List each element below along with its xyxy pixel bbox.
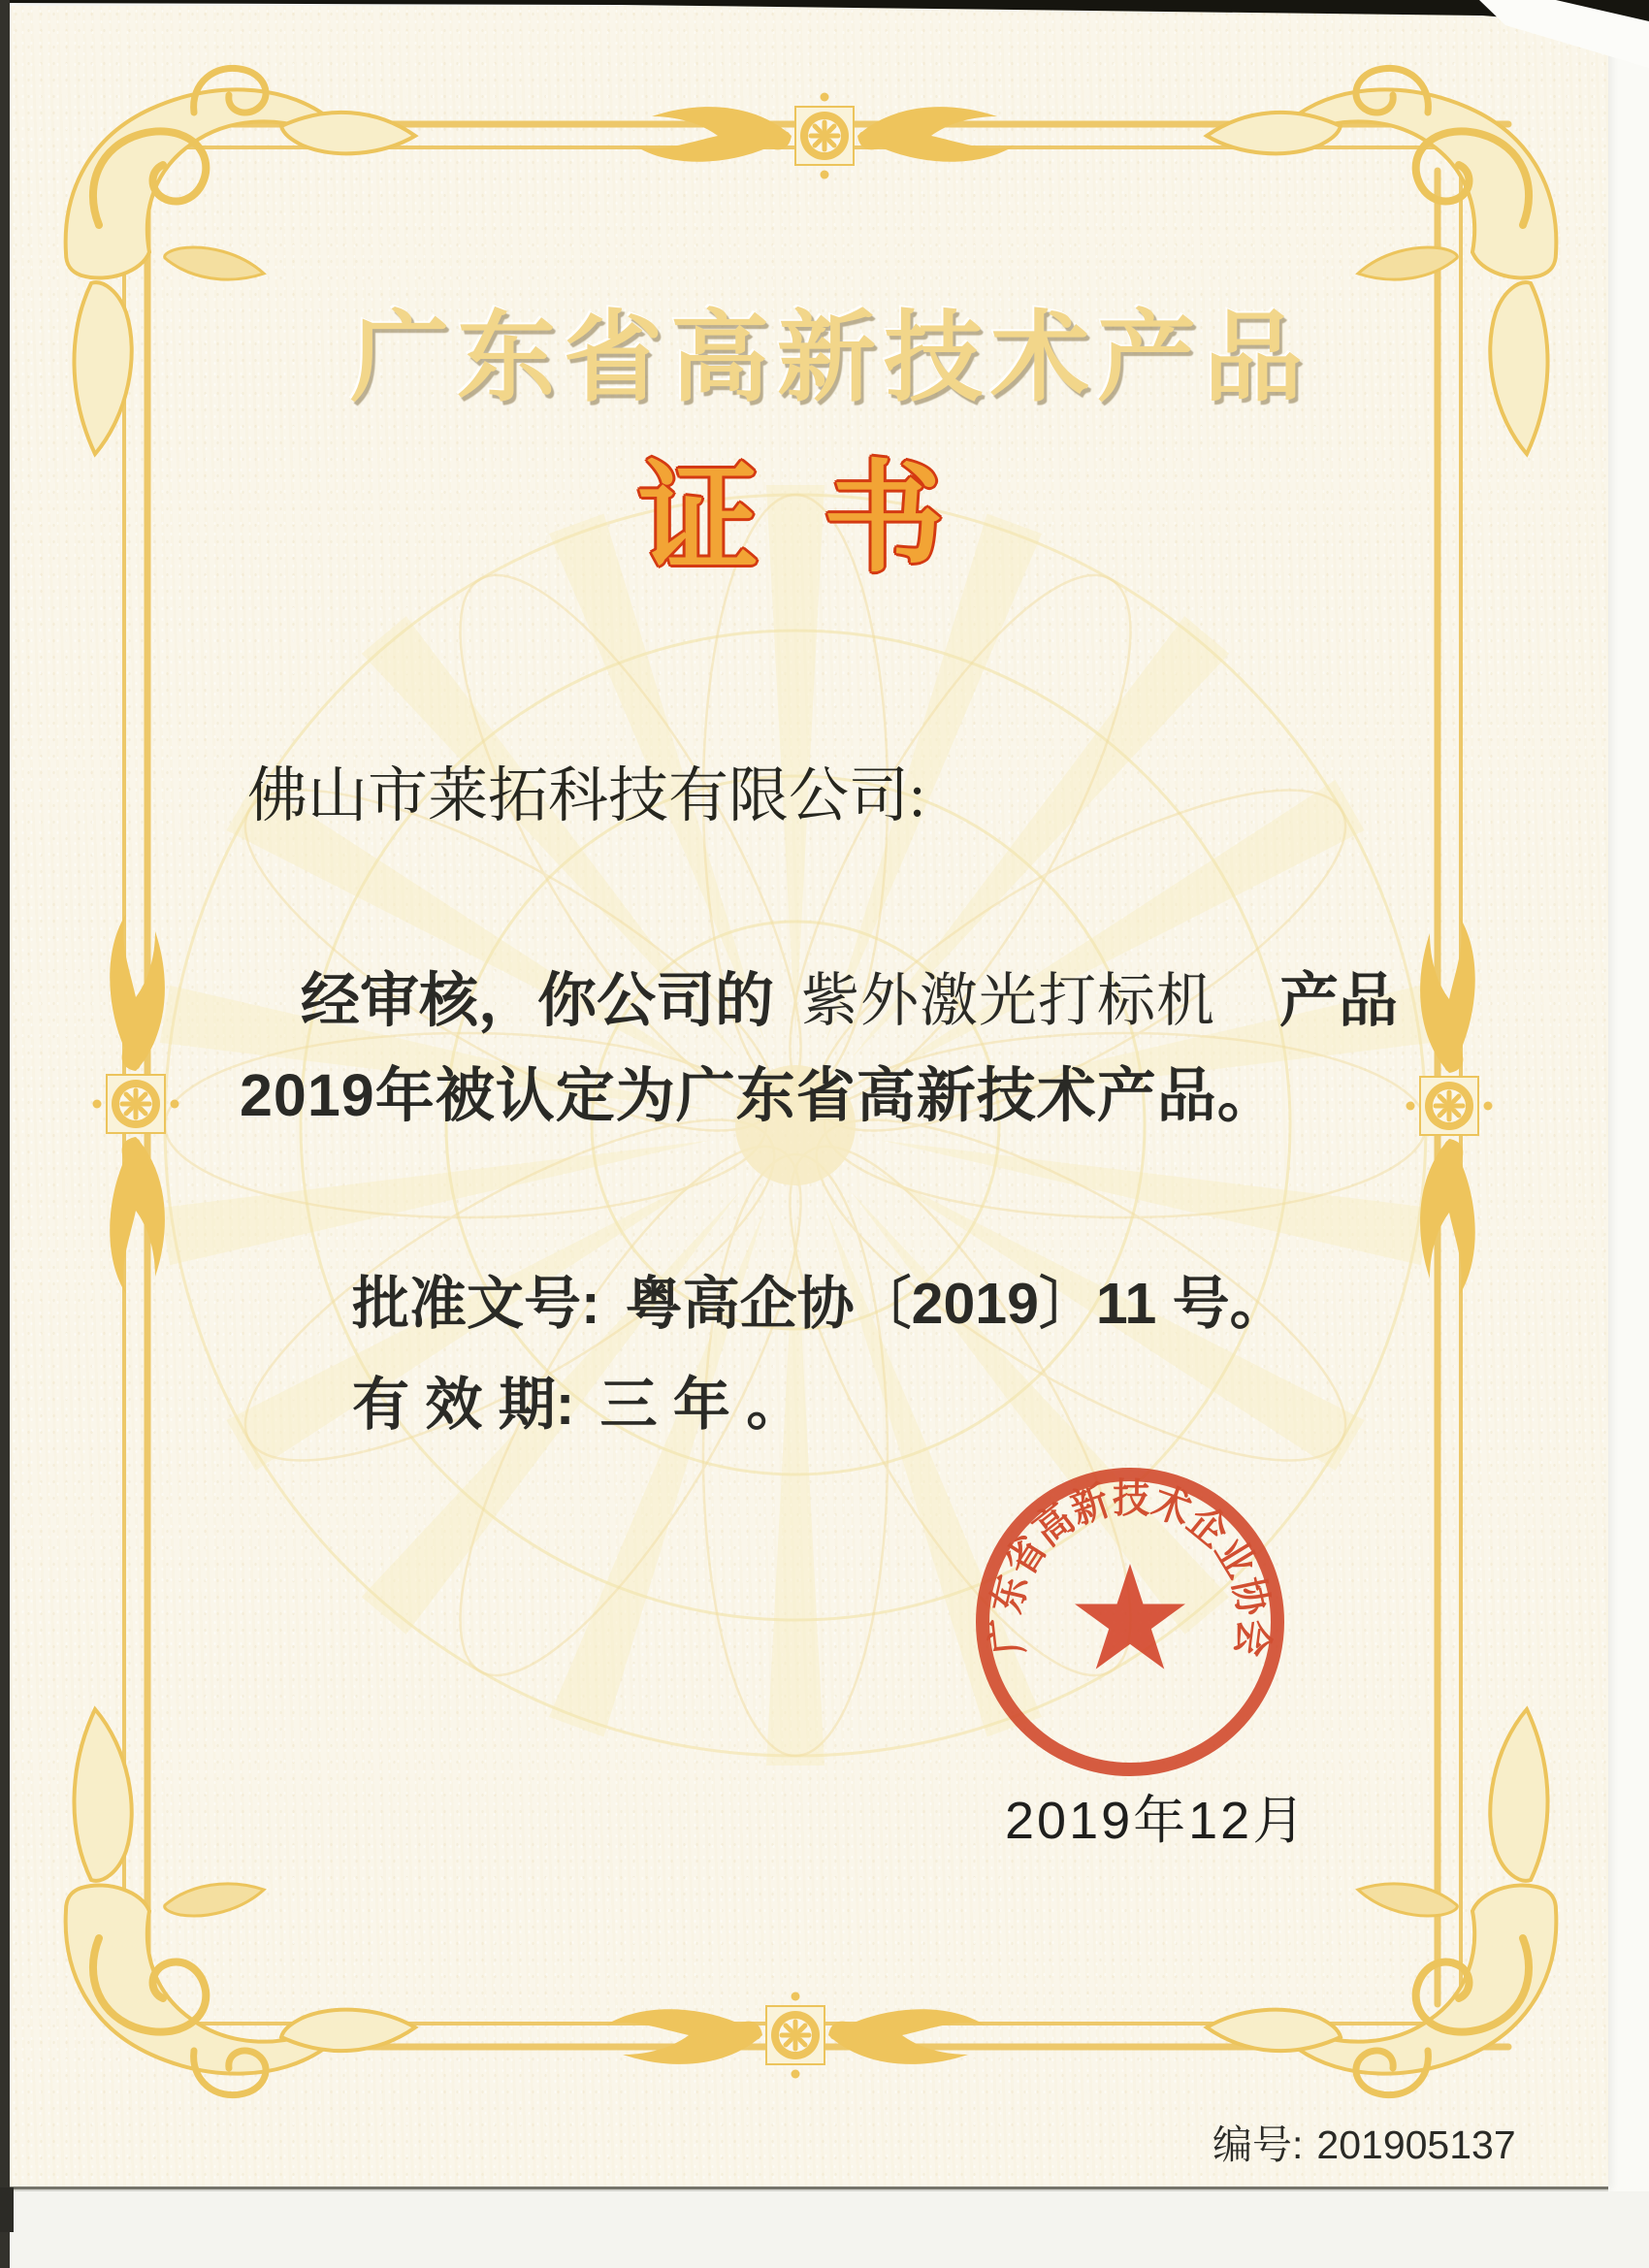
serial-label: 编号: xyxy=(1212,2122,1304,2167)
validity-label: 有 效 期: xyxy=(352,1373,575,1437)
validity-line xyxy=(352,1374,803,1437)
seal-text: 广东省高新技术企业协会 xyxy=(982,1474,1278,1664)
validity-value: 三 年 。 xyxy=(599,1373,804,1437)
issue-date: 2019年12月 xyxy=(1005,1792,1309,1850)
serial-number xyxy=(1212,2113,1516,2170)
certificate-body-line2: 2019年被认定为广东省高新技术产品。 xyxy=(240,1062,1277,1128)
scan-lid-bottom xyxy=(10,2191,1649,2268)
certificate-page xyxy=(10,6,1608,2189)
scan-edge-bottom-left xyxy=(0,2187,14,2232)
scan-edge-left xyxy=(0,0,10,2268)
approval-value: 粤高企协〔2019〕11 号。 xyxy=(625,1272,1287,1336)
approval-number-line xyxy=(352,1273,1287,1336)
certificate-body-line1 xyxy=(301,968,1398,1033)
official-seal xyxy=(946,1438,1314,1806)
body-intro-suffix: 产品 xyxy=(1279,967,1399,1033)
company-name: 佛山市莱拓科技有限公司: xyxy=(247,763,926,829)
approval-label: 批准文号: xyxy=(352,1272,600,1336)
certificate-title: 广东省高新技术产品 xyxy=(350,303,1310,413)
body-intro-prefix: 经审核，你公司的 xyxy=(301,967,775,1033)
product-name: 紫外激光打标机 xyxy=(801,969,1216,1033)
serial-value: 201905137 xyxy=(1316,2122,1516,2167)
certificate-subtitle: 证 书 xyxy=(638,453,962,586)
star-icon xyxy=(1075,1564,1185,1669)
